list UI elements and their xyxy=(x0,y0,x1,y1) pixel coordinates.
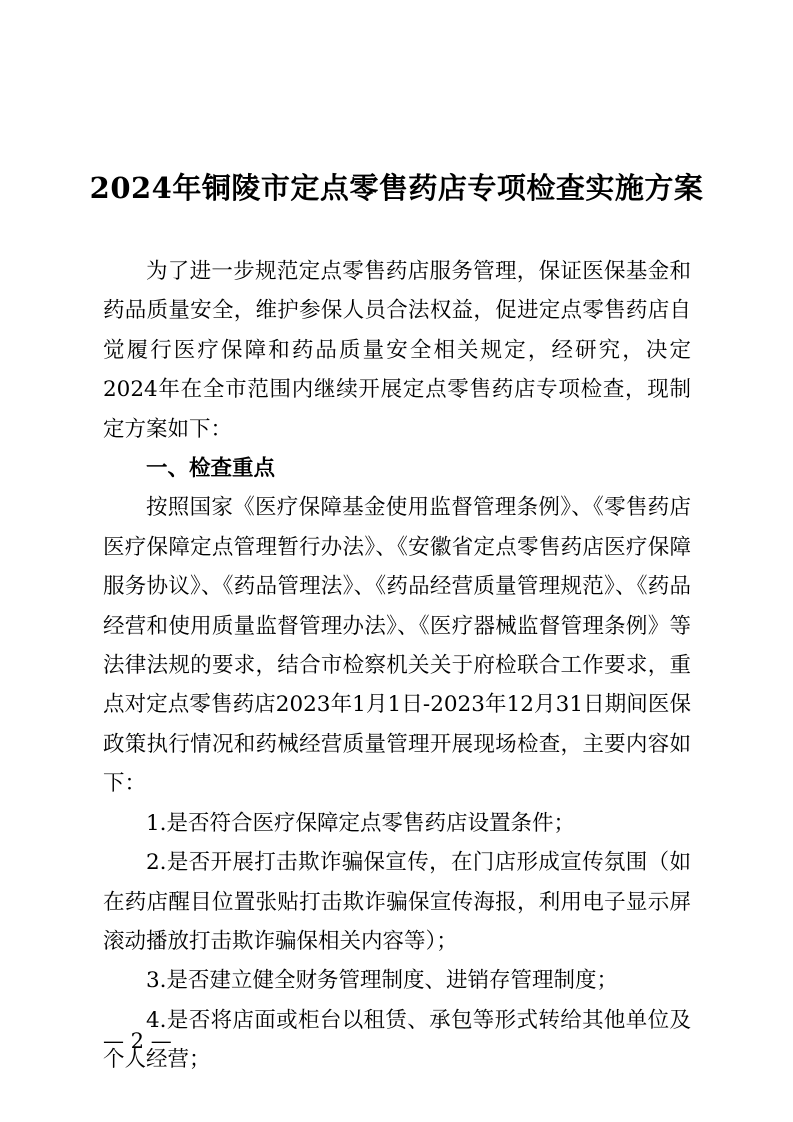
list-item-4: 4.是否将店面或柜台以租赁、承包等形式转给其他单位及个人经营； xyxy=(103,1007,691,1073)
intro-paragraph: 为了进一步规范定点零售药店服务管理，保证医保基金和药品质量安全，维护参保人员合法权益，促进定点零售药店自觉履行医疗保障和药品质量安全相关规定，经研究，决定2024年在全市范围内继续开展定点零售药店专项检查，现制定方案如下： xyxy=(103,259,691,442)
document-body xyxy=(103,252,691,1080)
page-number: — 2 — xyxy=(103,1029,172,1053)
section-paragraph: 按照国家《医疗保障基金使用监督管理条例》、《零售药店医疗保障定点管理暂行办法》、《安徽省定点零售药店医疗保障服务协议》、《药品管理法》、《药品经营质量管理规范》、《药品经营和使用质量监督管理办法》、《医疗器械监督管理条例》等法律法规的要求，结合市检察机关关于府检联合工作要求，重点对定点零售药店2023年1月1日-2023年12月31日期间医保政策执行情况和药械经营质量管理开展现场检查，主要内容如下： xyxy=(103,495,691,797)
section-heading: 一、检查重点 xyxy=(146,456,276,482)
list-item-2: 2.是否开展打击欺诈骗保宣传，在门店形成宣传氛围（如在药店醒目位置张贴打击欺诈骗保宣传海报，利用电子显示屏滚动播放打击欺诈骗保相关内容等）； xyxy=(103,850,691,954)
list-item-3: 3.是否建立健全财务管理制度、进销存管理制度； xyxy=(146,968,619,994)
list-item-1: 1.是否符合医疗保障定点零售药店设置条件； xyxy=(146,810,576,836)
document-title: 2024年铜陵市定点零售药店专项检查实施方案 xyxy=(89,171,704,205)
